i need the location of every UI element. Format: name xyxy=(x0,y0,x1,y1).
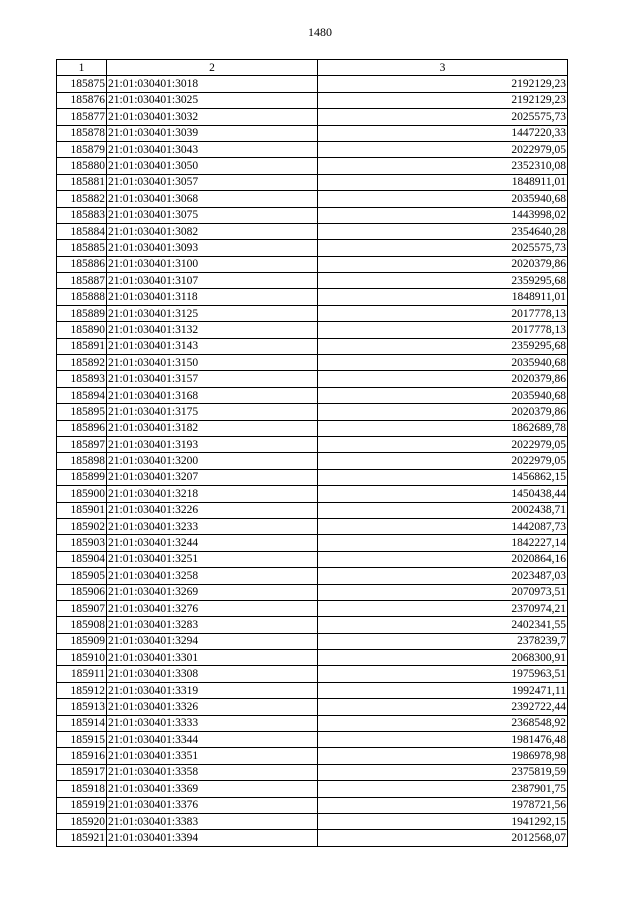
table-row xyxy=(57,436,568,452)
table-row xyxy=(57,535,568,551)
row-number-cell: 185898 xyxy=(57,453,107,469)
cadastral-number-cell: 21:01:030401:3308 xyxy=(107,666,318,682)
cadastral-number-cell: 21:01:030401:3093 xyxy=(107,240,318,256)
table-row xyxy=(57,748,568,764)
table-row xyxy=(57,699,568,715)
value-cell: 1442087,73 xyxy=(318,518,568,534)
row-number-cell: 185908 xyxy=(57,617,107,633)
table-row xyxy=(57,256,568,272)
table-row xyxy=(57,453,568,469)
value-cell: 2402341,55 xyxy=(318,617,568,633)
row-number-cell: 185883 xyxy=(57,207,107,223)
value-cell: 2359295,68 xyxy=(318,338,568,354)
table-row xyxy=(57,732,568,748)
table-row xyxy=(57,584,568,600)
row-number-cell: 185896 xyxy=(57,420,107,436)
table-row xyxy=(57,781,568,797)
row-number-cell: 185887 xyxy=(57,273,107,289)
table-row xyxy=(57,682,568,698)
value-cell: 2035940,68 xyxy=(318,355,568,371)
value-cell: 2012568,07 xyxy=(318,830,568,846)
cadastral-number-cell: 21:01:030401:3294 xyxy=(107,633,318,649)
value-cell: 2025575,73 xyxy=(318,240,568,256)
cadastral-number-cell: 21:01:030401:3269 xyxy=(107,584,318,600)
cadastral-number-cell: 21:01:030401:3333 xyxy=(107,715,318,731)
cadastral-number-cell: 21:01:030401:3233 xyxy=(107,518,318,534)
row-number-cell: 185894 xyxy=(57,387,107,403)
cadastral-number-cell: 21:01:030401:3118 xyxy=(107,289,318,305)
row-number-cell: 185884 xyxy=(57,223,107,239)
table-row xyxy=(57,305,568,321)
row-number-cell: 185920 xyxy=(57,813,107,829)
row-number-cell: 185877 xyxy=(57,109,107,125)
column-header-3: 3 xyxy=(318,60,568,76)
row-number-cell: 185900 xyxy=(57,486,107,502)
cadastral-number-cell: 21:01:030401:3193 xyxy=(107,436,318,452)
value-cell: 2352310,08 xyxy=(318,158,568,174)
value-cell: 2002438,71 xyxy=(318,502,568,518)
cadastral-number-cell: 21:01:030401:3351 xyxy=(107,748,318,764)
cadastral-number-cell: 21:01:030401:3125 xyxy=(107,305,318,321)
row-number-cell: 185885 xyxy=(57,240,107,256)
cadastral-number-cell: 21:01:030401:3301 xyxy=(107,650,318,666)
row-number-cell: 185886 xyxy=(57,256,107,272)
table-row xyxy=(57,371,568,387)
row-number-cell: 185905 xyxy=(57,568,107,584)
table-row xyxy=(57,273,568,289)
row-number-cell: 185901 xyxy=(57,502,107,518)
cadastral-number-cell: 21:01:030401:3025 xyxy=(107,92,318,108)
value-cell: 1992471,11 xyxy=(318,682,568,698)
table-header xyxy=(57,60,568,76)
value-cell: 1848911,01 xyxy=(318,174,568,190)
row-number-cell: 185921 xyxy=(57,830,107,846)
value-cell: 1986978,98 xyxy=(318,748,568,764)
value-cell: 2068300,91 xyxy=(318,650,568,666)
value-cell: 2017778,13 xyxy=(318,322,568,338)
table-row xyxy=(57,355,568,371)
row-number-cell: 185909 xyxy=(57,633,107,649)
cadastral-number-cell: 21:01:030401:3143 xyxy=(107,338,318,354)
value-cell: 2192129,23 xyxy=(318,76,568,92)
row-number-cell: 185899 xyxy=(57,469,107,485)
value-cell: 1450438,44 xyxy=(318,486,568,502)
value-cell: 2035940,68 xyxy=(318,387,568,403)
row-number-cell: 185893 xyxy=(57,371,107,387)
cadastral-number-cell: 21:01:030401:3050 xyxy=(107,158,318,174)
row-number-cell: 185881 xyxy=(57,174,107,190)
value-cell: 1848911,01 xyxy=(318,289,568,305)
row-number-cell: 185910 xyxy=(57,650,107,666)
value-cell: 1443998,02 xyxy=(318,207,568,223)
row-number-cell: 185895 xyxy=(57,404,107,420)
table-row xyxy=(57,650,568,666)
cadastral-number-cell: 21:01:030401:3082 xyxy=(107,223,318,239)
value-cell: 2192129,23 xyxy=(318,92,568,108)
value-cell: 2354640,28 xyxy=(318,223,568,239)
row-number-cell: 185916 xyxy=(57,748,107,764)
row-number-cell: 185878 xyxy=(57,125,107,141)
table-row xyxy=(57,518,568,534)
cadastral-number-cell: 21:01:030401:3107 xyxy=(107,273,318,289)
row-number-cell: 185917 xyxy=(57,764,107,780)
cadastral-number-cell: 21:01:030401:3200 xyxy=(107,453,318,469)
table-row xyxy=(57,568,568,584)
value-cell: 1456862,15 xyxy=(318,469,568,485)
row-number-cell: 185904 xyxy=(57,551,107,567)
table-row xyxy=(57,76,568,92)
value-cell: 2020379,86 xyxy=(318,256,568,272)
table-row xyxy=(57,125,568,141)
row-number-cell: 185882 xyxy=(57,191,107,207)
row-number-cell: 185907 xyxy=(57,600,107,616)
table-row xyxy=(57,404,568,420)
row-number-cell: 185902 xyxy=(57,518,107,534)
table-row xyxy=(57,289,568,305)
value-cell: 2070973,51 xyxy=(318,584,568,600)
value-cell: 2017778,13 xyxy=(318,305,568,321)
table-row xyxy=(57,715,568,731)
cadastral-number-cell: 21:01:030401:3043 xyxy=(107,141,318,157)
table-row xyxy=(57,633,568,649)
value-cell: 2022979,05 xyxy=(318,436,568,452)
data-table xyxy=(56,59,568,847)
cadastral-number-cell: 21:01:030401:3226 xyxy=(107,502,318,518)
row-number-cell: 185891 xyxy=(57,338,107,354)
row-number-cell: 185889 xyxy=(57,305,107,321)
table-row xyxy=(57,469,568,485)
cadastral-number-cell: 21:01:030401:3276 xyxy=(107,600,318,616)
cadastral-number-cell: 21:01:030401:3383 xyxy=(107,813,318,829)
cadastral-number-cell: 21:01:030401:3218 xyxy=(107,486,318,502)
table-row xyxy=(57,191,568,207)
cadastral-number-cell: 21:01:030401:3150 xyxy=(107,355,318,371)
cadastral-number-cell: 21:01:030401:3244 xyxy=(107,535,318,551)
table-row xyxy=(57,158,568,174)
table-row xyxy=(57,797,568,813)
cadastral-number-cell: 21:01:030401:3258 xyxy=(107,568,318,584)
table-row xyxy=(57,502,568,518)
value-cell: 1447220,33 xyxy=(318,125,568,141)
table-row xyxy=(57,109,568,125)
row-number-cell: 185906 xyxy=(57,584,107,600)
value-cell: 1978721,56 xyxy=(318,797,568,813)
value-cell: 2370974,21 xyxy=(318,600,568,616)
cadastral-number-cell: 21:01:030401:3039 xyxy=(107,125,318,141)
row-number-cell: 185914 xyxy=(57,715,107,731)
row-number-cell: 185875 xyxy=(57,76,107,92)
row-number-cell: 185890 xyxy=(57,322,107,338)
value-cell: 2359295,68 xyxy=(318,273,568,289)
column-header-2: 2 xyxy=(107,60,318,76)
value-cell: 2020379,86 xyxy=(318,404,568,420)
value-cell: 2387901,75 xyxy=(318,781,568,797)
cadastral-number-cell: 21:01:030401:3018 xyxy=(107,76,318,92)
cadastral-number-cell: 21:01:030401:3326 xyxy=(107,699,318,715)
cadastral-number-cell: 21:01:030401:3394 xyxy=(107,830,318,846)
table-row xyxy=(57,141,568,157)
row-number-cell: 185911 xyxy=(57,666,107,682)
value-cell: 1842227,14 xyxy=(318,535,568,551)
row-number-cell: 185879 xyxy=(57,141,107,157)
cadastral-number-cell: 21:01:030401:3182 xyxy=(107,420,318,436)
value-cell: 2022979,05 xyxy=(318,141,568,157)
cadastral-number-cell: 21:01:030401:3132 xyxy=(107,322,318,338)
table-row xyxy=(57,92,568,108)
cadastral-number-cell: 21:01:030401:3319 xyxy=(107,682,318,698)
cadastral-number-cell: 21:01:030401:3068 xyxy=(107,191,318,207)
row-number-cell: 185892 xyxy=(57,355,107,371)
row-number-cell: 185913 xyxy=(57,699,107,715)
row-number-cell: 185918 xyxy=(57,781,107,797)
table-row xyxy=(57,830,568,846)
table-row xyxy=(57,764,568,780)
table-row xyxy=(57,207,568,223)
value-cell: 2378239,7 xyxy=(318,633,568,649)
cadastral-number-cell: 21:01:030401:3251 xyxy=(107,551,318,567)
value-cell: 1862689,78 xyxy=(318,420,568,436)
cadastral-number-cell: 21:01:030401:3207 xyxy=(107,469,318,485)
value-cell: 1941292,15 xyxy=(318,813,568,829)
table-row xyxy=(57,551,568,567)
row-number-cell: 185888 xyxy=(57,289,107,305)
table-row xyxy=(57,600,568,616)
row-number-cell: 185919 xyxy=(57,797,107,813)
column-header-1: 1 xyxy=(57,60,107,76)
table-row xyxy=(57,322,568,338)
row-number-cell: 185903 xyxy=(57,535,107,551)
value-cell: 2020379,86 xyxy=(318,371,568,387)
value-cell: 2023487,03 xyxy=(318,568,568,584)
cadastral-number-cell: 21:01:030401:3157 xyxy=(107,371,318,387)
table-row xyxy=(57,240,568,256)
value-cell: 2392722,44 xyxy=(318,699,568,715)
cadastral-number-cell: 21:01:030401:3358 xyxy=(107,764,318,780)
table-row xyxy=(57,387,568,403)
value-cell: 2025575,73 xyxy=(318,109,568,125)
cadastral-number-cell: 21:01:030401:3168 xyxy=(107,387,318,403)
table-row xyxy=(57,223,568,239)
value-cell: 2020864,16 xyxy=(318,551,568,567)
cadastral-number-cell: 21:01:030401:3175 xyxy=(107,404,318,420)
page-number: 1480 xyxy=(308,25,332,39)
cadastral-number-cell: 21:01:030401:3057 xyxy=(107,174,318,190)
header-row xyxy=(57,60,568,76)
row-number-cell: 185876 xyxy=(57,92,107,108)
table-body xyxy=(57,76,568,846)
cadastral-number-cell: 21:01:030401:3100 xyxy=(107,256,318,272)
table-row xyxy=(57,338,568,354)
value-cell: 2375819,59 xyxy=(318,764,568,780)
table-row xyxy=(57,813,568,829)
cadastral-number-cell: 21:01:030401:3376 xyxy=(107,797,318,813)
cadastral-number-cell: 21:01:030401:3283 xyxy=(107,617,318,633)
row-number-cell: 185880 xyxy=(57,158,107,174)
table-row xyxy=(57,420,568,436)
table-row xyxy=(57,174,568,190)
value-cell: 1981476,48 xyxy=(318,732,568,748)
row-number-cell: 185912 xyxy=(57,682,107,698)
cadastral-number-cell: 21:01:030401:3369 xyxy=(107,781,318,797)
table-row xyxy=(57,617,568,633)
value-cell: 2368548,92 xyxy=(318,715,568,731)
row-number-cell: 185897 xyxy=(57,436,107,452)
value-cell: 1975963,51 xyxy=(318,666,568,682)
table-row xyxy=(57,486,568,502)
cadastral-number-cell: 21:01:030401:3344 xyxy=(107,732,318,748)
cadastral-number-cell: 21:01:030401:3075 xyxy=(107,207,318,223)
cadastral-number-cell: 21:01:030401:3032 xyxy=(107,109,318,125)
table-row xyxy=(57,666,568,682)
row-number-cell: 185915 xyxy=(57,732,107,748)
value-cell: 2022979,05 xyxy=(318,453,568,469)
value-cell: 2035940,68 xyxy=(318,191,568,207)
